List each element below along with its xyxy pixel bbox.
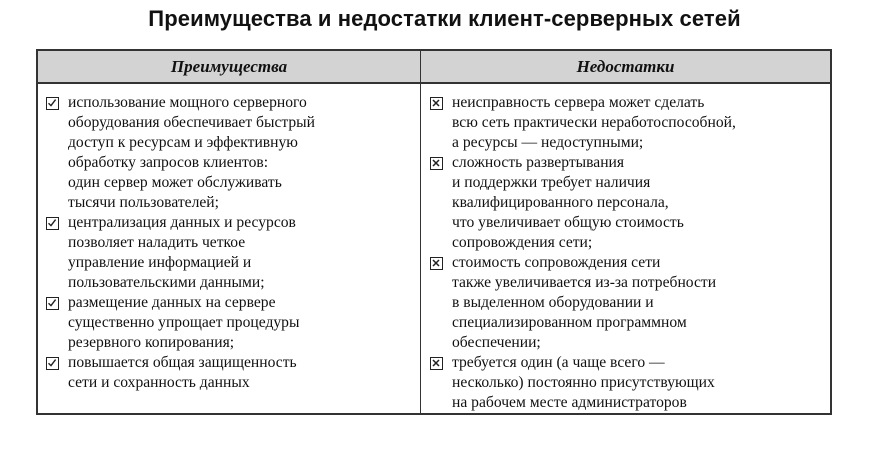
list-item <box>46 353 412 393</box>
checkbox-cross-icon <box>430 357 443 370</box>
disadvantage-text: требуется один (а чаще всего — несколько) постоянно присутствующих на рабочем месте администраторов <box>452 354 715 411</box>
disadvantage-text: неисправность сервера может сделать всю сеть практически неработоспособной, а ресурсы — недоступными; <box>452 94 736 151</box>
checkbox-cross-icon <box>430 257 443 270</box>
header-disadvantages: Недостатки <box>576 57 675 76</box>
checkbox-checked-icon <box>46 217 59 230</box>
header-advantages: Преимущества <box>170 57 288 76</box>
list-item <box>430 153 826 253</box>
checkbox-cross-icon <box>430 97 443 110</box>
advantage-text: использование мощного серверного оборудования обеспечивает быстрый доступ к ресурсам и эффективную обработку запросов клиентов: один сервер может обслуживать тысячи пользователей; <box>68 94 315 211</box>
list-item <box>430 353 826 413</box>
table-header <box>38 51 830 84</box>
list-item <box>46 93 412 213</box>
checkbox-cross-icon <box>430 157 443 170</box>
comparison-table <box>36 49 832 415</box>
page-title: Преимущества и недостатки клиент-серверных сетей <box>148 6 741 31</box>
advantage-text: размещение данных на сервере существенно упрощает процедуры резервного копирования; <box>68 294 300 351</box>
disadvantages-column <box>430 93 826 413</box>
advantages-column <box>46 93 412 393</box>
checkbox-checked-icon <box>46 297 59 310</box>
list-item <box>46 293 412 353</box>
checkbox-checked-icon <box>46 97 59 110</box>
checkbox-checked-icon <box>46 357 59 370</box>
column-divider <box>420 51 421 413</box>
advantage-text: повышается общая защищенность сети и сохранность данных <box>68 354 297 391</box>
advantage-text: централизация данных и ресурсов позволяет наладить четкое управление информацией и пользовательскими данными; <box>68 214 296 291</box>
list-item <box>430 253 826 353</box>
disadvantage-text: сложность развертывания и поддержки требует наличия квалифицированного персонала, что увеличивает общую стоимость сопровождения сети; <box>452 154 684 251</box>
list-item <box>430 93 826 153</box>
list-item <box>46 213 412 293</box>
disadvantage-text: стоимость сопровождения сети также увеличивается из-за потребности в выделенном оборудовании и специализированном программном обеспечении; <box>452 254 717 351</box>
